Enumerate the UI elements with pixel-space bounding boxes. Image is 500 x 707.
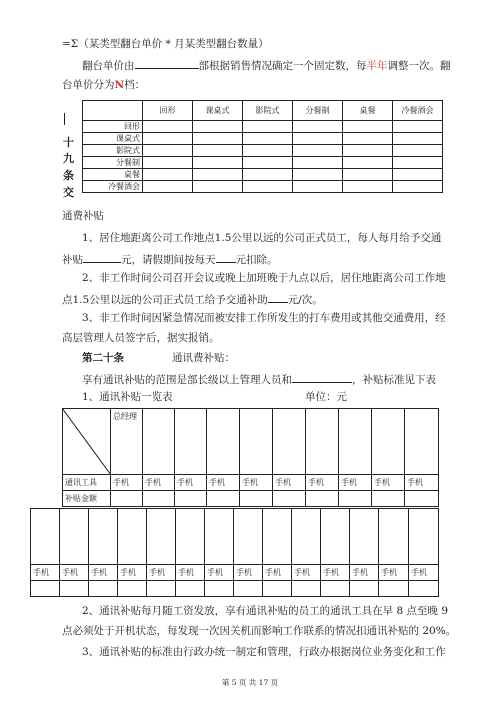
type-row-header: 桌餐 — [83, 169, 143, 181]
blank-monthly-amount — [83, 251, 121, 263]
article-char-4: 交 — [63, 186, 74, 199]
type-col-header: 影院式 — [243, 101, 293, 121]
transport-p2-a: 2、非工作时间公司召开会议或晚上加班晚于九点以后，居住地距离公司工作地 — [82, 272, 446, 284]
comm-tool-label: 通讯工具 — [63, 475, 111, 491]
phone-cell: 手机 — [207, 475, 240, 491]
phone-cell: 手机 — [176, 565, 205, 581]
phone-cell: 手机 — [350, 565, 379, 581]
transport-p1-b: 补贴 元，请假期间按每天 元扣除。 — [62, 251, 278, 267]
comm-unit: 单位：元 — [305, 391, 347, 403]
type-col-header: 回形 — [143, 101, 193, 121]
type-col-header: 课桌式 — [193, 101, 243, 121]
comm-subsidy-table-2 — [30, 508, 439, 597]
unit-price-line-2: 台单价分为N档： — [62, 79, 146, 91]
margin-mark — [64, 113, 65, 125]
comm-p2-b: 点必须处于开机状态，每发现一次因关机而影响工作联系的情况扣通讯补贴的 20%。 — [62, 625, 457, 637]
phone-cell: 手机 — [409, 565, 439, 581]
comm-scope: 享有通讯补贴的范围是部长级以上管理人员和 ，补贴标准见下表 — [82, 371, 436, 387]
article-20-label: 第二十条 — [82, 352, 124, 364]
phone-cell: 手机 — [379, 565, 409, 581]
type-col-header: 分餐制 — [293, 101, 343, 121]
transport-heading: 通费补贴 — [62, 210, 104, 222]
phone-cell: 手机 — [205, 565, 234, 581]
comm-table-2-amount-row — [31, 581, 439, 597]
phone-cell: 手机 — [147, 565, 176, 581]
type-table-row — [83, 181, 443, 193]
comm-p3-a: 3、通讯补贴的标准由行政办统一制定和管理，行政办根据岗位业务变化和工作 — [82, 646, 446, 658]
phone-cell: 手机 — [143, 475, 175, 491]
article-20-title: 通讯费补贴： — [172, 352, 235, 364]
phone-cell: 手机 — [405, 475, 439, 491]
transport-p2-b: 点1.5公里以远的公司正式员工给予交通补助 元/次。 — [62, 291, 323, 307]
article-char-2: 九 — [63, 152, 74, 165]
phone-cell: 手机 — [89, 565, 118, 581]
type-row-header: 课桌式 — [83, 133, 143, 145]
phone-cell: 手机 — [31, 565, 60, 581]
phone-cell: 手机 — [175, 475, 207, 491]
transport-p3-a: 3、非工作时间因紧急情况而被安排工作所发生的打车费用或其他交通费用，经 — [82, 312, 446, 324]
comm-p2-a: 2、通讯补贴每月随工资发放，享有通讯补贴的员工的通讯工具在早 8 点至晚 9 — [82, 605, 449, 617]
phone-cell: 手机 — [321, 565, 350, 581]
comm-table-2-header-row — [31, 509, 439, 565]
phone-cell: 手机 — [306, 475, 339, 491]
type-row-header: 分餐制 — [83, 157, 143, 169]
article-char-3: 条 — [63, 169, 74, 182]
phone-cell: 手机 — [240, 475, 273, 491]
type-table-row — [83, 145, 443, 157]
type-table-row — [83, 121, 443, 133]
blank-per-trip — [268, 291, 288, 303]
type-row-header: 影院式 — [83, 145, 143, 157]
type-table-header-row — [83, 101, 443, 121]
comm-table-1-header-row — [63, 409, 439, 475]
comm-col-header: 总经理 — [111, 409, 143, 475]
comm-table-2-tool-row — [31, 565, 439, 581]
phone-cell: 手机 — [60, 565, 89, 581]
comm-list-title: 1、通讯补贴一览表 — [82, 391, 173, 403]
formula-line: =Σ（某类型翻台单价 * 月某类型翻台数量） — [62, 38, 269, 50]
phone-cell: 手机 — [118, 565, 147, 581]
article-char-1: 十 — [63, 136, 74, 149]
transport-p1-a: 1、居住地距离公司工作地点1.5公里以远的公司正式员工，每人每月给予交通 — [82, 232, 442, 244]
comm-table-1-amount-row — [63, 491, 439, 507]
type-row-header: 冷餐酒会 — [83, 181, 143, 193]
transport-p3-b: 高层管理人员签字后，据实报销。 — [62, 332, 220, 344]
type-col-header: 冷餐酒会 — [393, 101, 443, 121]
phone-cell: 手机 — [111, 475, 143, 491]
blank-department — [135, 57, 199, 69]
half-year-text: 半年 — [366, 60, 388, 72]
type-row-header: 回形 — [83, 121, 143, 133]
phone-cell: 手机 — [339, 475, 372, 491]
n-mark: N — [114, 79, 125, 91]
phone-cell: 手机 — [372, 475, 405, 491]
blank-daily-deduction — [216, 251, 236, 263]
page-footer: 第 5 页 共 17 页 — [221, 678, 279, 687]
type-col-header: 桌餐 — [343, 101, 393, 121]
phone-cell: 手机 — [273, 475, 306, 491]
phone-cell: 手机 — [292, 565, 321, 581]
comm-subsidy-table-1 — [62, 408, 439, 507]
type-table-row — [83, 157, 443, 169]
type-table-corner — [83, 101, 143, 121]
type-table-row — [83, 133, 443, 145]
phone-cell: 手机 — [234, 565, 263, 581]
type-price-table — [82, 100, 443, 193]
comm-table-1-diagonal-cell — [63, 409, 111, 475]
comm-amount-label: 补贴金额 — [63, 491, 111, 507]
blank-scope — [292, 371, 352, 383]
phone-cell: 手机 — [263, 565, 292, 581]
type-table-row — [83, 169, 443, 181]
comm-table-1-tool-row — [63, 475, 439, 491]
unit-price-line-1: 翻台单价由 部根据销售情况确定一个固定数，每半年调整一次。翻 — [82, 57, 451, 73]
